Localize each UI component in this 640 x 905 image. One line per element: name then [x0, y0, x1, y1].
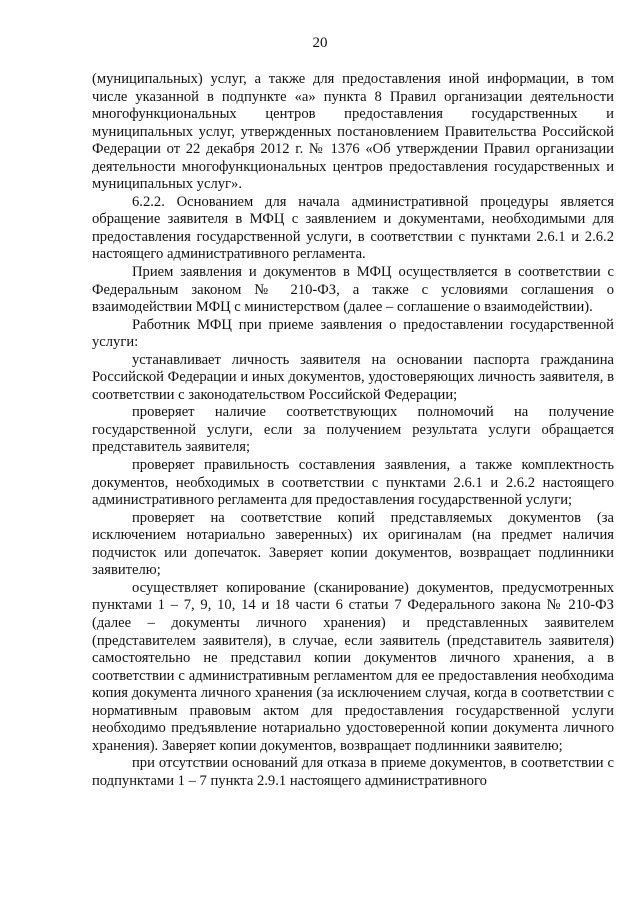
paragraph-mfc-acceptance: Прием заявления и документов в МФЦ осуществляется в соответствии с Федеральным законом № 210-ФЗ, а также с условиями соглашения о взаимодействии МФЦ с министерством (далее – соглашение о взаимодействии).: [92, 264, 614, 316]
paragraph-6-2-2: 6.2.2. Основанием для начала административной процедуры является обращение заявителя в МФЦ с заявлением и документами, необходимыми для предоставления государственной услуги, в соответствии с пунктами 2.6.1 и 2.6.2 настоящего административного регламента.: [92, 193, 614, 263]
paragraph-document-scanning: осуществляет копирование (сканирование) документов, предусмотренных пунктами 1 – 7, 9, 10, 14 и 18 части 6 статьи 7 Федерального закона № 210-ФЗ (далее – документы личного хранения) и представленных заявителем (представителем заявителя), в случае, если заявитель (представитель заявителя) самостоятельно не представил копии документов личного хранения, а в соответствии с административным регламентом для ее предоставления необходима копия документа личного хранения (за исключением случая, когда в соответствии с нормативным правовым актом для предоставления государственной услуги необходимо предъявление нотариально удостоверенной копии документа личного хранения). Заверяет копии документов, возвращает подлинники заявителю;: [92, 579, 614, 754]
document-body: [92, 71, 614, 790]
paragraph-no-refusal-grounds: при отсутствии оснований для отказа в приеме документов, в соответствии с подпунктами 1 – 7 пункта 2.9.1 настоящего административного: [92, 755, 614, 789]
page-number: 20: [312, 35, 328, 51]
paragraph-authority-check: проверяет наличие соответствующих полномочий на получение государственной услуги, если за получением результата услуги обращается представитель заявителя;: [92, 404, 614, 456]
paragraph-mfc-worker-duties: Работник МФЦ при приеме заявления о предоставлении государственной услуги:: [92, 316, 614, 351]
paragraph-continuation: (муниципальных) услуг, а также для предоставления иной информации, в том числе указанной в подпункте «а» пункта 8 Правил организации деятельности многофункциональных центров предоставления государственных и муниципальных услуг, утвержденных постановлением Правительства Российской Федерации от 22 декабря 2012 г. № 1376 «Об утверждении Правил организации деятельности многофункциональных центров предоставления государственных и муниципальных услуг».: [92, 71, 614, 193]
paragraph-completeness-check: проверяет правильность составления заявления, а также комплектность документов, необходимых в соответствии с пунктами 2.6.1 и 2.6.2 настоящего административного регламента для предоставления государственной услуги;: [92, 457, 614, 509]
paragraph-identity-check: устанавливает личность заявителя на основании паспорта гражданина Российской Федерации и иных документов, удостоверяющих личность заявителя, в соответствии с законодательством Российской Федерации;: [92, 351, 614, 403]
paragraph-copies-verification: проверяет на соответствие копий представляемых документов (за исключением нотариально заверенных) их оригиналам (на предмет наличия подчисток или допечаток. Заверяет копии документов, возвращает подлинники заявителю;: [92, 509, 614, 579]
